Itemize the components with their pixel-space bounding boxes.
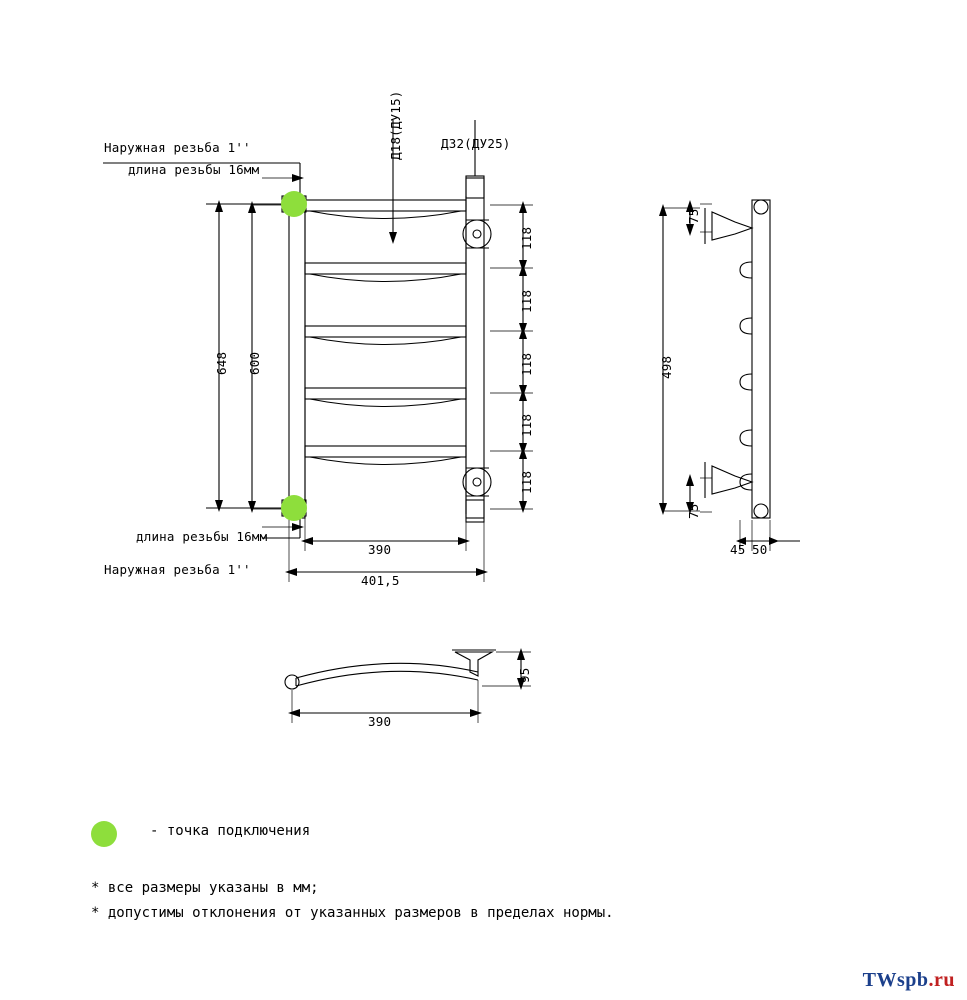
legend-dot-label: - точка подключения bbox=[150, 823, 311, 839]
watermark-text: TWspb bbox=[862, 969, 929, 991]
dim-pitch-1: 118 bbox=[519, 226, 534, 250]
label-pipe-vertical: Д18(ДУ15) bbox=[388, 90, 403, 160]
dim-side-depth-a: 45 bbox=[730, 542, 746, 557]
dim-side-offset-top: 75 bbox=[686, 208, 701, 224]
label-thread-bottom-1: длина резьбы 16мм bbox=[136, 529, 268, 544]
dim-top-depth: 95 bbox=[517, 667, 532, 683]
dim-side-height: 498 bbox=[659, 355, 674, 379]
legend-note-1: * все размеры указаны в мм; bbox=[91, 880, 319, 896]
dim-height-inner: 600 bbox=[247, 351, 262, 375]
dim-pitch-2: 118 bbox=[519, 289, 534, 313]
legend-note-2: * допустимы отклонения от указанных размеров в пределах нормы. bbox=[91, 905, 614, 921]
label-thread-top-2: длина резьбы 16мм bbox=[128, 162, 260, 177]
dim-pitch-4: 118 bbox=[519, 413, 534, 437]
dim-width-inner: 390 bbox=[368, 542, 392, 557]
dim-side-depth-b: 50 bbox=[752, 542, 768, 557]
label-thread-top-1: Наружная резьба 1'' bbox=[104, 140, 251, 155]
label-pipe-top: Д32(ДУ25) bbox=[441, 136, 511, 151]
dim-width-outer: 401,5 bbox=[361, 573, 400, 588]
dim-pitch-3: 118 bbox=[519, 352, 534, 376]
connection-point-bottom bbox=[281, 495, 307, 521]
dim-pitch-5: 118 bbox=[519, 470, 534, 494]
watermark-tld: .ru bbox=[928, 969, 955, 991]
legend-connection-dot bbox=[91, 821, 117, 847]
watermark bbox=[863, 969, 955, 992]
label-thread-bottom-2: Наружная резьба 1'' bbox=[104, 562, 251, 577]
dim-top-width: 390 bbox=[368, 714, 392, 729]
dim-side-offset-bottom: 75 bbox=[686, 503, 701, 519]
dim-height-outer: 648 bbox=[214, 351, 229, 375]
connection-point-top bbox=[281, 191, 307, 217]
